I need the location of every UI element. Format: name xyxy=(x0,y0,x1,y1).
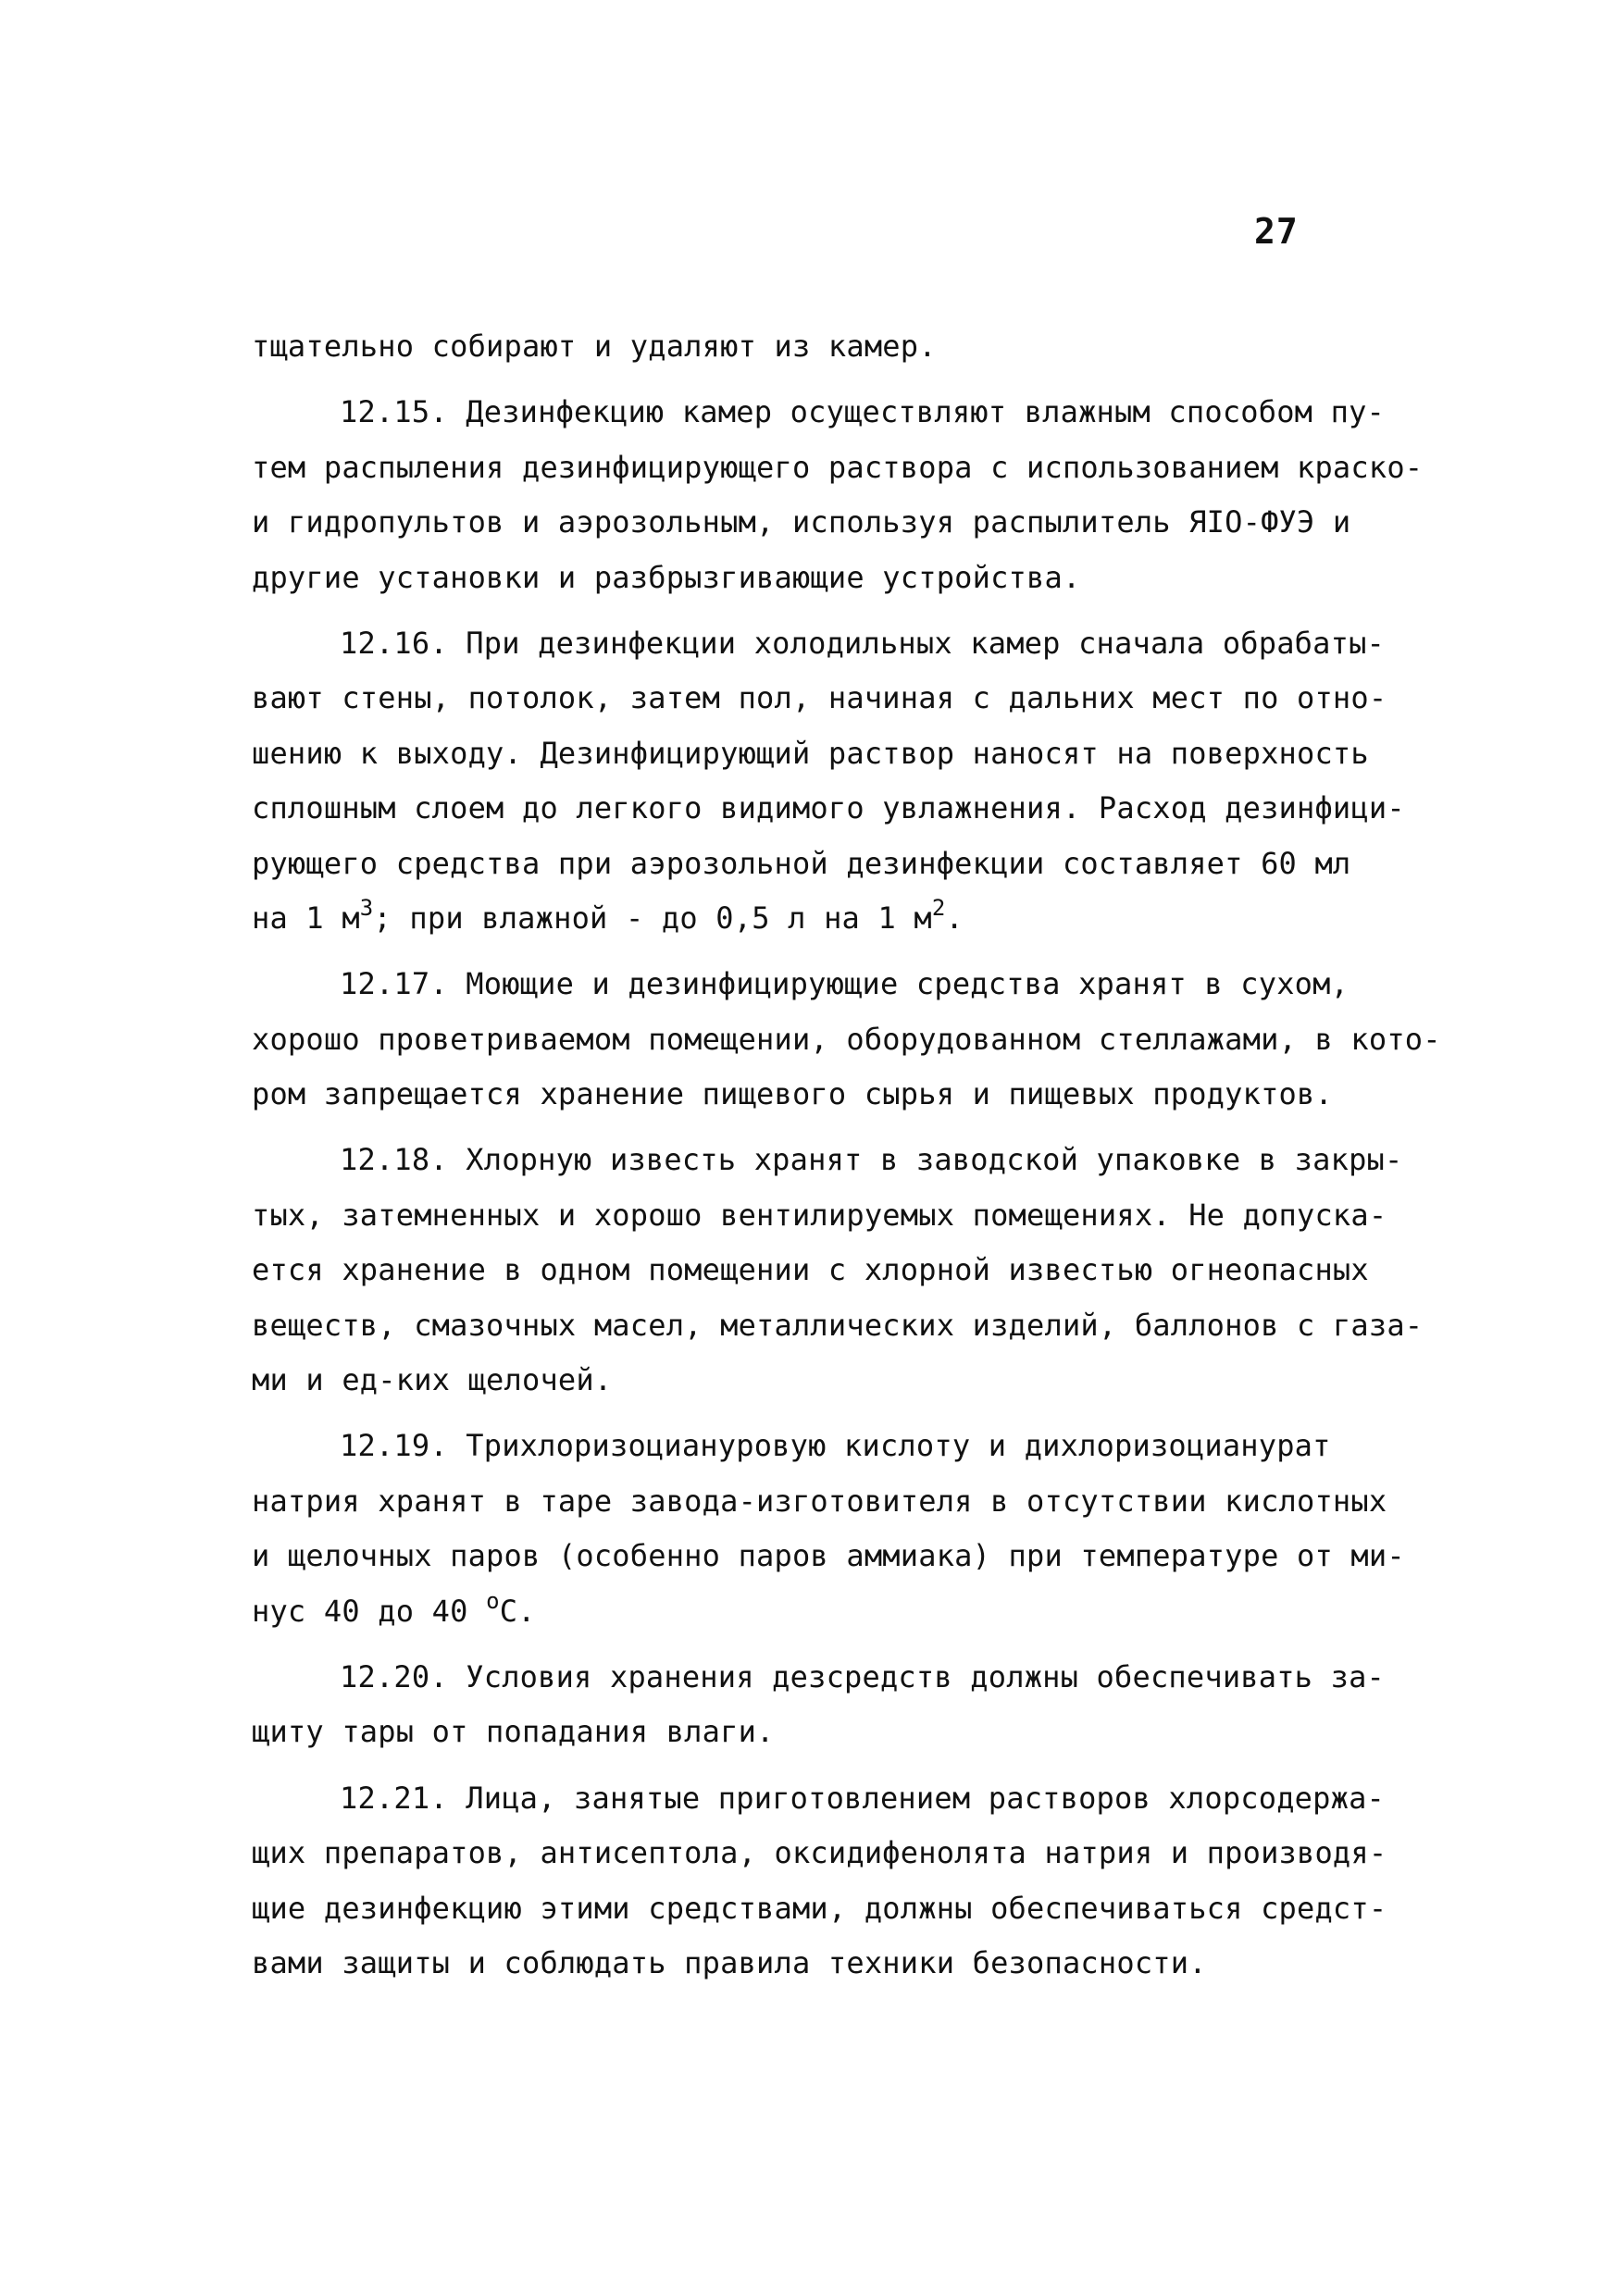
text-line: натрия хранят в таре завода-изготовителя в отсутствии кислотных xyxy=(252,1483,1387,1519)
text-fragment: . xyxy=(945,900,964,936)
degree-superscript: о xyxy=(486,1587,500,1614)
text-fragment: на 1 м xyxy=(252,900,360,936)
text-line: вают стены, потолок, затем пол, начиная с дальних мест по отно- xyxy=(252,680,1387,716)
text-line: щих препаратов, антисептола, оксидифенолята натрия и производя- xyxy=(252,1835,1387,1871)
body-text xyxy=(252,319,1441,1991)
paragraph-12-21-line: 12.21. Лица, занятые приготовлением растворов хлорсодержа- xyxy=(340,1780,1386,1816)
paragraph-12-17-line: 12.17. Моющие и дезинфицирующие средства хранят в сухом, xyxy=(340,966,1350,1002)
text-line: и гидропультов и аэрозольным, используя распылитель ЯІО-ФУЭ и xyxy=(252,504,1351,540)
text-line: сплошным слоем до легкого видимого увлажнения. Расход дезинфици- xyxy=(252,790,1405,826)
text-line: вами защиты и соблюдать правила техники безопасности. xyxy=(252,1944,1207,1980)
text-line: ется хранение в одном помещении с хлорной известью огнеопасных xyxy=(252,1252,1369,1288)
text-line: хорошо проветриваемом помещении, оборудованном стеллажами, в кото- xyxy=(252,1021,1441,1057)
superscript: 3 xyxy=(359,894,374,921)
text-line: тщательно собирают и удаляют из камер. xyxy=(252,329,937,364)
text-fragment: нус 40 до 40 xyxy=(252,1593,487,1629)
text-line: щие дезинфекцию этими средствами, должны обеспечиваться средст- xyxy=(252,1890,1387,1926)
paragraph-12-16-line: 12.16. При дезинфекции холодильных камер сначала обрабаты- xyxy=(340,625,1386,661)
text-fragment: С. xyxy=(499,1593,536,1629)
text-line: ром запрещается хранение пищевого сырья и пищевых продуктов. xyxy=(252,1076,1333,1112)
text-fragment: ; при влажной - до 0,5 л на 1 м xyxy=(373,900,932,936)
text-line: веществ, смазочных масел, металлических изделий, баллонов с газа- xyxy=(252,1307,1424,1343)
page-number: 27 xyxy=(1254,211,1299,252)
text-line: щиту тары от попадания влаги. xyxy=(252,1714,775,1750)
superscript: 2 xyxy=(931,894,946,921)
text-line: и щелочных паров (особенно паров аммиака) при температуре от ми- xyxy=(252,1538,1405,1574)
text-line-with-units xyxy=(252,891,1399,946)
text-line: тем распыления дезинфицирующего раствора с использованием краско- xyxy=(252,449,1424,485)
text-line: ми и ед-ких щелочей. xyxy=(252,1362,613,1398)
text-line: шению к выходу. Дезинфицирующий раствор наносят на поверхность xyxy=(252,735,1369,771)
paragraph-12-19-line: 12.19. Трихлоризоциануровую кислоту и дихлоризоцианурат xyxy=(340,1428,1331,1464)
paragraph-12-20-line: 12.20. Условия хранения дезсредств должны обеспечивать за- xyxy=(340,1658,1386,1694)
text-line: другие установки и разбрызгивающие устройства. xyxy=(252,559,1081,595)
paragraph-12-18-line: 12.18. Хлорную известь хранят в заводской упаковке в закры- xyxy=(340,1142,1403,1178)
text-line: тых, затемненных и хорошо вентилируемых помещениях. Не допуска- xyxy=(252,1197,1387,1233)
text-line: рующего средства при аэрозольной дезинфекции составляет 60 мл xyxy=(252,845,1351,881)
paragraph-12-15-line: 12.15. Дезинфекцию камер осуществляют влажным способом пу- xyxy=(340,394,1386,430)
text-line-with-degree xyxy=(252,1584,1399,1639)
